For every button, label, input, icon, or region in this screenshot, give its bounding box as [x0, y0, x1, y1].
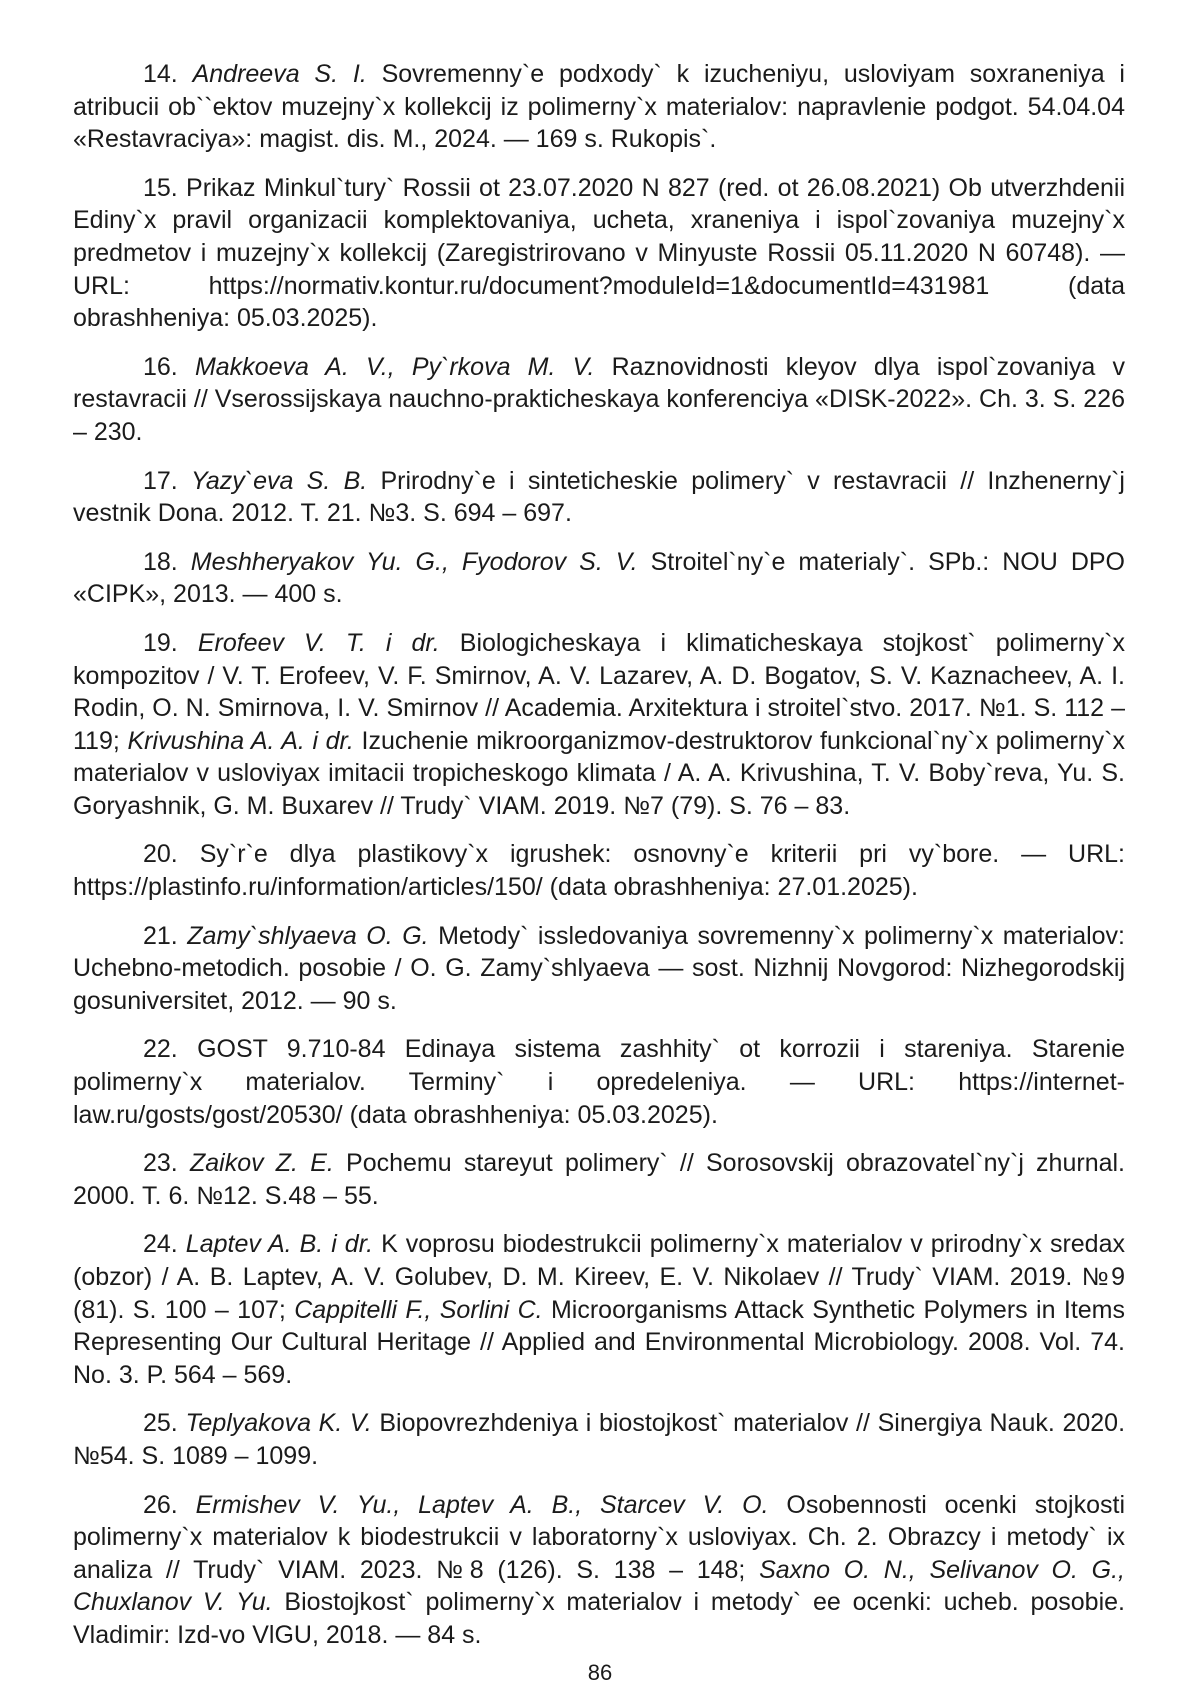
reference-item — [73, 838, 1125, 903]
reference-item — [73, 1407, 1125, 1472]
reference-number: 14. — [143, 60, 178, 88]
reference-text: Prirodny`e i sinteticheskie polimery` v restavracii // Inzhenerny`j vestnik Dona. 2012. T. 21. №3. S. 694 – 697. — [73, 466, 1125, 528]
reference-author: Yazy`eva S. B. — [191, 466, 368, 495]
reference-list — [73, 58, 1125, 1652]
reference-author-secondary: Cappitelli F., Sorlini C. — [294, 1295, 543, 1324]
reference-number: 19. — [143, 628, 178, 657]
reference-item — [73, 1489, 1125, 1652]
reference-number: 20. — [143, 840, 178, 869]
reference-item — [73, 465, 1125, 530]
reference-author: Erofeev V. T. i dr. — [197, 628, 440, 657]
reference-number: 25. — [143, 1409, 178, 1438]
reference-author: Makkoeva A. V., Py`rkova M. V. — [194, 352, 595, 381]
reference-item — [73, 1228, 1125, 1391]
reference-item — [73, 546, 1125, 611]
reference-author: Zamy`shlyaeva O. G. — [187, 921, 429, 950]
reference-number: 17. — [143, 466, 178, 495]
reference-text: K voprosu biodestrukcii polimerny`x materialov v prirodny`x sredax (obzor) / A. B. Laptev, A. V. Golubev, D. M. Kireev, E. V. Nikolaev // Trudy` VIAM. 2019. №9 (81). S. 100 – 107; — [73, 1230, 1125, 1324]
reference-item — [73, 920, 1125, 1018]
reference-text-secondary: Izuchenie mikroorganizmov-destruktorov funkcional`ny`x polimerny`x materialov v usloviyax imitacii tropicheskogo klimata / A. A. Krivushina, T. V. Boby`reva, Yu. S. Goryashnik, G. M. Buxarev // Trudy` VIAM. 2019. №7 (79). S. 76 – 83. — [73, 726, 1125, 820]
reference-author: Teplyakova K. V. — [185, 1409, 372, 1438]
reference-text: Metody` issledovaniya sovremenny`x polimerny`x materialov: Uchebno-metodich. posobie / O. G. Zamy`shlyaeva — sost. Nizhnij Novgorod: Nizhegorodskij gosuniversitet, 2012. — 90 s. — [73, 921, 1125, 1015]
reference-item — [73, 351, 1125, 449]
reference-author: Meshheryakov Yu. G., Fyodorov S. V. — [190, 547, 638, 576]
reference-author-secondary: Krivushina A. A. i dr. — [127, 726, 354, 755]
reference-number: 26. — [143, 1490, 178, 1519]
reference-number: 24. — [143, 1230, 178, 1259]
reference-number: 15. — [143, 173, 178, 202]
reference-number: 22. — [143, 1035, 178, 1064]
reference-text: Sy`r`e dlya plastikovy`x igrushek: osnovny`e kriterii pri vy`bore. — URL: https://plastinfo.ru/information/articles/150/ (data obrashheniya: 27.01.2025). — [73, 840, 1125, 902]
reference-text: Biologicheskaya i klimaticheskaya stojkost` polimerny`x kompozitov / V. T. Erofeev, V. F. Smirnov, A. V. Lazarev, A. D. Bogatov, S. V. Kaznacheev, A. I. Rodin, O. N. Smirnova, I. V. Smirnov // Academia. Arxitektura i stroitel`stvo. 2017. №1. S. 112 – 119; — [73, 628, 1125, 755]
reference-item — [73, 58, 1125, 156]
reference-author: Zaikov Z. E. — [189, 1149, 334, 1178]
reference-number: 21. — [143, 921, 178, 950]
reference-text: Stroitel`ny`e materialy`. SPb.: NOU DPO «CIPK», 2013. — 400 s. — [73, 547, 1125, 609]
reference-number: 23. — [143, 1149, 178, 1178]
reference-text: GOST 9.710-84 Edinaya sistema zashhity` ot korrozii i stareniya. Starenie polimerny`x materialov. Terminy` i opredeleniya. — URL: https://internet-law.ru/gosts/gost/20530/ (data obrashheniya: 05.03.2025). — [73, 1035, 1125, 1129]
reference-item — [73, 627, 1125, 823]
reference-item — [73, 1033, 1125, 1131]
page-number: 86 — [587, 1660, 613, 1685]
reference-text: Prikaz Minkul`tury` Rossii ot 23.07.2020 N 827 (red. ot 26.08.2021) Ob utverzhdenii Ediny`x pravil organizacii komplektovaniya, ucheta, xraneniya i ispol`zovaniya muzejny`x predmetov i muzejny`x kollekcij (Zaregistrirovano v Minyuste Rossii 05.11.2020 N 60748). — URL: https://normativ.kontur.ru/document?moduleId=1&documentId=431981 (data obrashheniya: 05.03.2025). — [73, 173, 1125, 333]
reference-text: Biopovrezhdeniya i biostojkost` materialov // Sinergiya Nauk. 2020. №54. S. 1089 – 1099. — [73, 1409, 1126, 1470]
reference-number: 16. — [143, 352, 178, 381]
reference-author: Andreeva S. I. — [192, 60, 367, 88]
reference-number: 18. — [143, 547, 178, 576]
reference-item — [73, 172, 1125, 335]
reference-text: Pochemu stareyut polimery` // Sorosovskij obrazovatel`ny`j zhurnal. 2000. T. 6. №12. S.48 – 55. — [73, 1149, 1126, 1210]
reference-author: Ermishev V. Yu., Laptev A. B., Starcev V. O. — [195, 1490, 769, 1519]
reference-text-secondary: Microorganisms Attack Synthetic Polymers in Items Representing Our Cultural Heritage // Applied and Environmental Microbiology. 2008. Vol. 74. No. 3. P. 564 – 569. — [73, 1295, 1125, 1389]
reference-item — [73, 1147, 1125, 1212]
reference-text-secondary: Biostojkost` polimerny`x materialov i metody` ee ocenki: ucheb. posobie. Vladimir: Izd-vo VlGU, 2018. — 84 s. — [73, 1588, 1125, 1649]
reference-text: Osobennosti ocenki stojkosti polimerny`x materialov k biodestrukcii v laboratorny`x usloviyax. Ch. 2. Obrazcy i metody` ix analiza // Trudy` VIAM. 2023. №8 (126). S. 138 – 148; — [73, 1490, 1126, 1584]
reference-author-secondary: Saxno O. N., Selivanov O. G., Chuxlanov V. Yu. — [73, 1555, 1125, 1617]
reference-text: Sovremenny`e podxody` k izucheniyu, usloviyam soxraneniya i atribucii ob``ektov muzejny`x kollekcij iz polimerny`x materialov: napravlenie podgot. 54.04.04 «Restavraciya»: magist. dis. M., 2024. — 169 s. Rukopis`. — [73, 60, 1125, 154]
reference-author: Laptev A. B. i dr. — [185, 1230, 374, 1259]
reference-text: Raznovidnosti kleyov dlya ispol`zovaniya v restavracii // Vserossijskaya nauchno-prakticheskaya konferenciya «DISK-2022». Ch. 3. S. 226 – 230. — [73, 352, 1125, 446]
